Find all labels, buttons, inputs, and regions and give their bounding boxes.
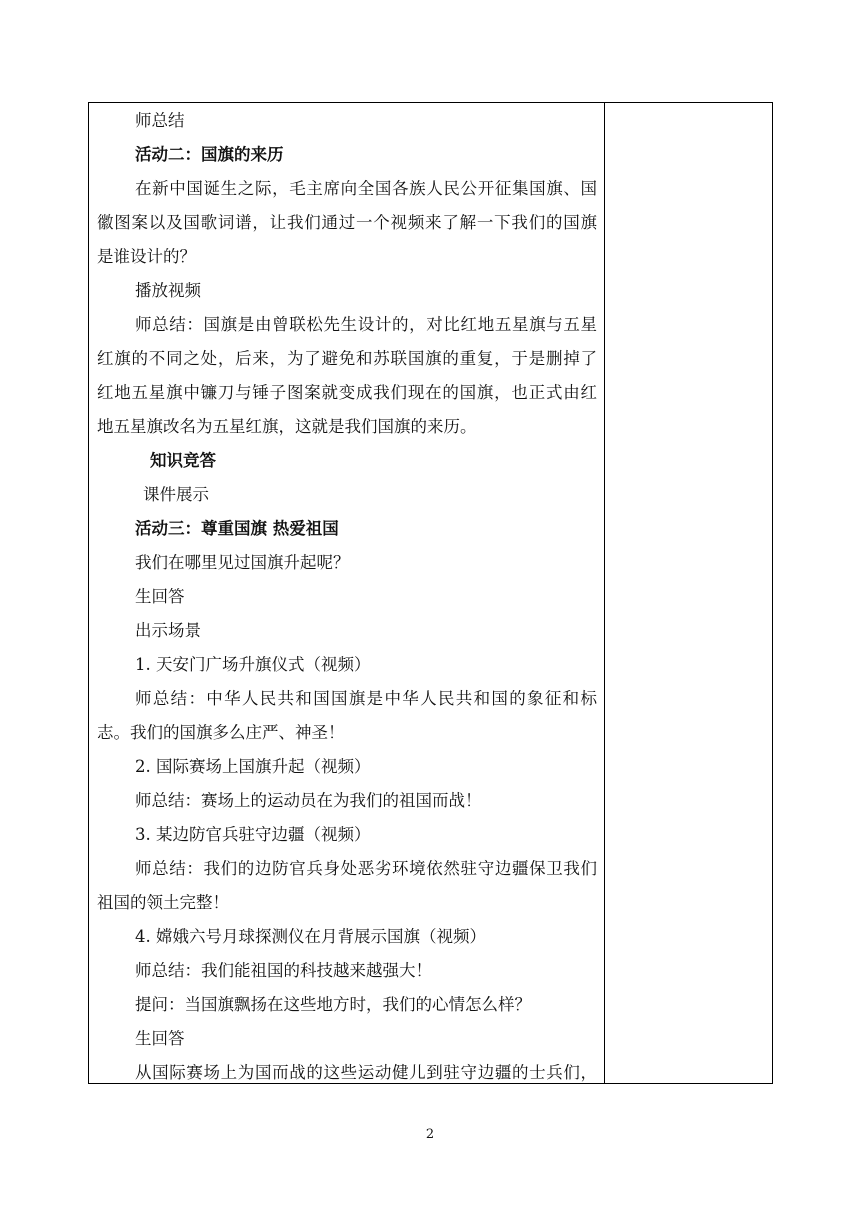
table-column-divider <box>604 102 605 1084</box>
text-line: 生回答 <box>135 1029 185 1048</box>
text-line: 徽图案以及国歌词谱，让我们通过一个视频来了解一下我们的国旗 <box>97 213 597 232</box>
text-line: 师总结：国旗是由曾联松先生设计的，对比红地五星旗与五星 <box>135 315 597 334</box>
text-line: 地五星旗改名为五星红旗，这就是我们国旗的来历。 <box>97 417 477 436</box>
text-line: 红地五星旗中镰刀与锤子图案就变成我们现在的国旗，也正式由红 <box>97 383 597 402</box>
section-heading: 活动三：尊重国旗 热爱祖国 <box>135 519 339 538</box>
text-line: 3. 某边防官兵驻守边疆（视频） <box>135 825 371 844</box>
text-line: 红旗的不同之处，后来，为了避免和苏联国旗的重复，于是删掉了 <box>97 349 597 368</box>
text-line: 我们在哪里见过国旗升起呢？ <box>135 553 350 572</box>
text-line: 师总结：我们的边防官兵身处恶劣环境依然驻守边疆保卫我们 <box>135 859 597 878</box>
text-line: 师总结：我们能祖国的科技越来越强大！ <box>135 961 432 980</box>
text-line: 出示场景 <box>135 621 201 640</box>
text-line: 1. 天安门广场升旗仪式（视频） <box>135 655 371 674</box>
text-line: 课件展示 <box>143 485 209 504</box>
page-number: 2 <box>425 1127 435 1142</box>
text-line: 志。我们的国旗多么庄严、神圣！ <box>97 723 345 742</box>
text-line: 是谁设计的？ <box>97 247 196 266</box>
text-line: 师总结：赛场上的运动员在为我们的祖国而战！ <box>135 791 482 810</box>
text-line: 祖国的领土完整！ <box>97 893 229 912</box>
section-heading: 知识竞答 <box>150 451 216 470</box>
text-line: 生回答 <box>135 587 185 606</box>
text-line: 师总结 <box>135 111 185 130</box>
text-line: 2. 国际赛场上国旗升起（视频） <box>135 757 371 776</box>
text-line: 4. 嫦娥六号月球探测仪在月背展示国旗（视频） <box>135 927 486 946</box>
text-line: 师总结：中华人民共和国国旗是中华人民共和国的象征和标 <box>135 689 597 708</box>
lesson-content-cell <box>97 104 597 1090</box>
text-line: 从国际赛场上为国而战的这些运动健儿到驻守边疆的士兵们， <box>135 1063 597 1082</box>
section-heading: 活动二：国旗的来历 <box>135 145 284 164</box>
text-line: 在新中国诞生之际，毛主席向全国各族人民公开征集国旗、国 <box>135 179 597 198</box>
text-line: 提问：当国旗飘扬在这些地方时，我们的心情怎么样？ <box>135 995 531 1014</box>
text-line: 播放视频 <box>135 281 201 300</box>
